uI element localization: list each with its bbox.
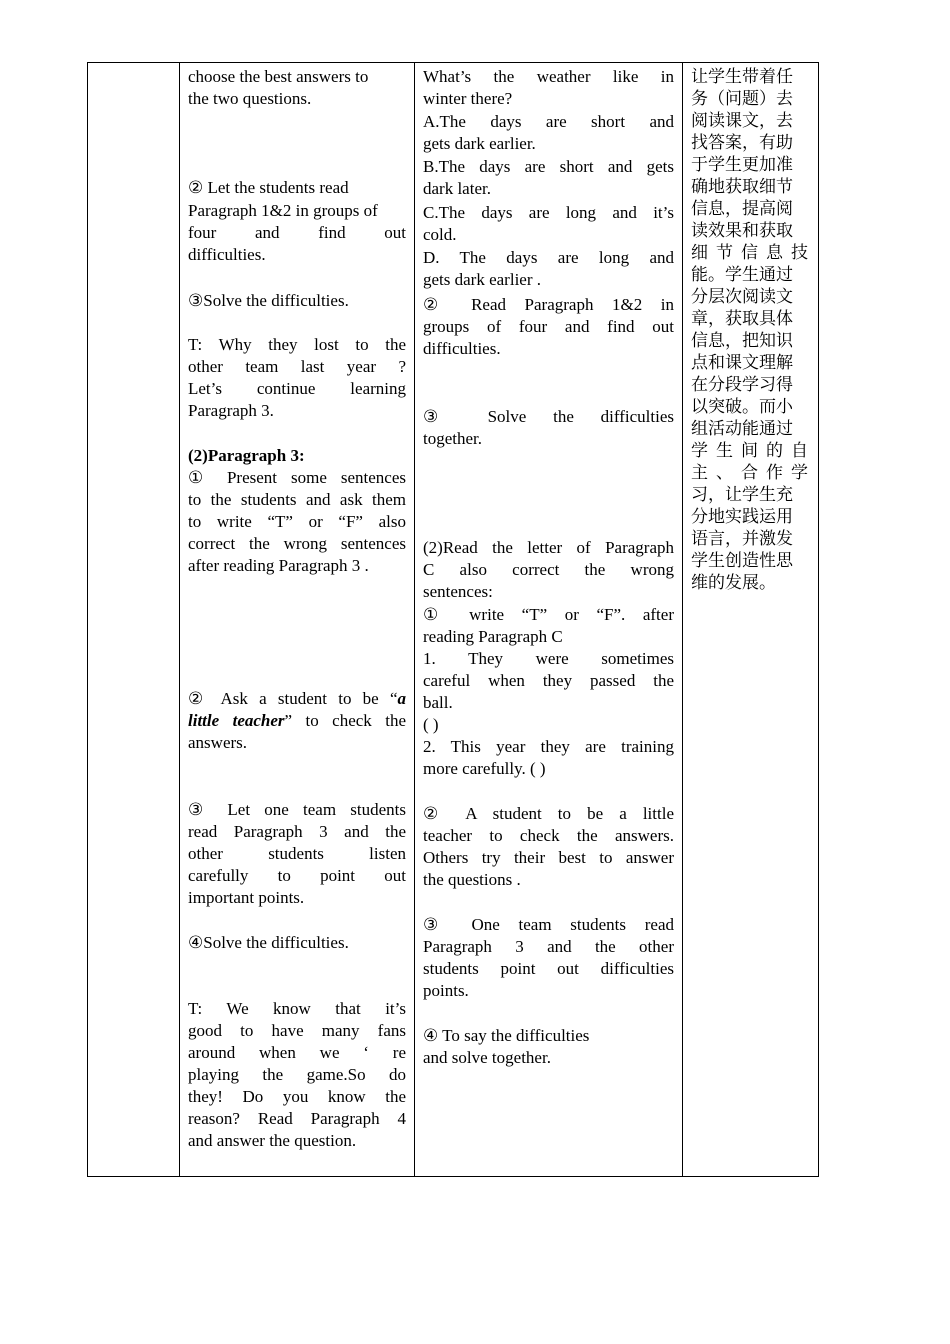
student-line: ④ To say the difficulties — [423, 1026, 590, 1045]
student-line: 2. This year they are training — [423, 737, 674, 756]
intent-line: 能。学生通过 — [691, 265, 793, 285]
student-line: ball. — [423, 693, 453, 712]
intent-line: 点和课文理解 — [691, 353, 793, 373]
teacher-line: read Paragraph 3 and the — [188, 822, 406, 841]
column-divider-2 — [414, 63, 415, 1176]
intent-line: 学生间的自 — [691, 441, 808, 461]
student-line: reading Paragraph C — [423, 627, 563, 646]
intent-line: 阅读课文，去 — [691, 111, 793, 131]
student-line: students point out difficulties — [423, 959, 674, 978]
teacher-line: other students listen — [188, 844, 406, 863]
teacher-line: T: We know that it’s — [188, 999, 406, 1018]
intent-line: 在分段学习得 — [691, 375, 793, 395]
teacher-line: ③Solve the difficulties. — [188, 291, 349, 310]
teacher-line: little teacher” to check the — [188, 711, 406, 730]
intent-line: 读效果和获取 — [691, 221, 793, 241]
student-line: careful when they passed the — [423, 671, 674, 690]
student-line: gets dark earlier . — [423, 270, 541, 289]
student-line: Others try their best to answer — [423, 848, 674, 867]
intent-line: 习，让学生充 — [691, 485, 793, 505]
intent-line: 信息，提高阅 — [691, 199, 793, 219]
teacher-line: good to have many fans — [188, 1021, 406, 1040]
student-line: winter there? — [423, 89, 513, 108]
intent-line: 语言，并激发 — [691, 529, 793, 549]
student-line: the questions . — [423, 870, 521, 889]
student-line: cold. — [423, 225, 457, 244]
column-divider-1 — [179, 63, 180, 1176]
student-line: ( ) — [423, 715, 439, 734]
student-line: dark later. — [423, 179, 491, 198]
teacher-line: other team last year ? — [188, 357, 406, 376]
teacher-line: around when we ‘ re — [188, 1043, 406, 1062]
teacher-line: after reading Paragraph 3 . — [188, 556, 369, 575]
teacher-line: ① Present some sentences — [188, 468, 406, 487]
student-line: ② A student to be a little — [423, 804, 674, 823]
intent-line: 维的发展。 — [691, 573, 776, 593]
student-line: C also correct the wrong — [423, 560, 674, 579]
intent-line: 确地获取细节 — [691, 177, 793, 197]
teacher-line: difficulties. — [188, 245, 266, 264]
student-line: ① write “T” or “F”. after — [423, 605, 674, 624]
intent-line: 主、合作学 — [691, 463, 808, 483]
teacher-line: to the students and ask them — [188, 490, 406, 509]
student-line: groups of four and find out — [423, 317, 674, 336]
student-line: difficulties. — [423, 339, 501, 358]
teacher-line: to write “T” or “F” also — [188, 512, 406, 531]
student-line: B.The days are short and gets — [423, 157, 674, 176]
student-line: more carefully. ( ) — [423, 759, 546, 778]
teacher-line: playing the game.So do — [188, 1065, 406, 1084]
intent-line: 分层次阅读文 — [691, 287, 793, 307]
student-line: (2)Read the letter of Paragraph — [423, 538, 674, 557]
student-line: gets dark earlier. — [423, 134, 536, 153]
intent-line: 让学生带着任 — [691, 67, 793, 87]
intent-line: 分地实践运用 — [691, 507, 793, 527]
teacher-line: answers. — [188, 733, 248, 752]
teacher-line: important points. — [188, 888, 305, 907]
student-line: ③ One team students read — [423, 915, 674, 934]
teacher-line: ② Let the students read — [188, 178, 349, 197]
intent-line: 信息，把知识 — [691, 331, 793, 351]
student-line: Paragraph 3 and the other — [423, 937, 674, 956]
teacher-line: four and find out — [188, 223, 406, 242]
intent-line: 以突破。而小 — [691, 397, 793, 417]
intent-line: 组活动能通过 — [691, 419, 793, 439]
student-line: What’s the weather like in — [423, 67, 674, 86]
teacher-line: they! Do you know the — [188, 1087, 406, 1106]
teacher-line: carefully to point out — [188, 866, 406, 885]
intent-line: 于学生更加准 — [691, 155, 793, 175]
table-border-left — [87, 63, 88, 1176]
teacher-line: Paragraph 3. — [188, 401, 274, 420]
student-line: teacher to check the answers. — [423, 826, 674, 845]
lesson-table — [87, 62, 819, 1177]
student-line: D. The days are long and — [423, 248, 674, 267]
teacher-line: choose the best answers to — [188, 67, 369, 86]
teacher-line: Let’s continue learning — [188, 379, 406, 398]
student-line: together. — [423, 429, 483, 448]
teacher-line: the two questions. — [188, 89, 312, 108]
teacher-line: correct the wrong sentences — [188, 534, 406, 553]
teacher-line: ② Ask a student to be “a — [188, 689, 406, 708]
intent-line: 细节信息技 — [691, 243, 808, 263]
column-divider-3 — [682, 63, 683, 1176]
teacher-line: and answer the question. — [188, 1131, 357, 1150]
student-line: C.The days are long and it’s — [423, 203, 674, 222]
student-line: A.The days are short and — [423, 112, 674, 131]
teacher-line: T: Why they lost to the — [188, 335, 406, 354]
paragraph-3-heading: (2)Paragraph 3: — [188, 446, 305, 465]
student-line: ③ Solve the difficulties — [423, 407, 674, 426]
teacher-line: reason? Read Paragraph 4 — [188, 1109, 406, 1128]
student-line: ② Read Paragraph 1&2 in — [423, 295, 674, 314]
student-line: and solve together. — [423, 1048, 551, 1067]
teacher-line: ③ Let one team students — [188, 800, 406, 819]
table-border-right — [818, 63, 819, 1176]
student-line: points. — [423, 981, 469, 1000]
intent-line: 章，获取具体 — [691, 309, 793, 329]
teacher-line: Paragraph 1&2 in groups of — [188, 201, 378, 220]
intent-line: 找答案，有助 — [691, 133, 793, 153]
teacher-line: ④Solve the difficulties. — [188, 933, 349, 952]
intent-line: 学生创造性思 — [691, 551, 793, 571]
student-line: sentences: — [423, 582, 493, 601]
student-line: 1. They were sometimes — [423, 649, 674, 668]
intent-line: 务（问题）去 — [691, 89, 793, 109]
